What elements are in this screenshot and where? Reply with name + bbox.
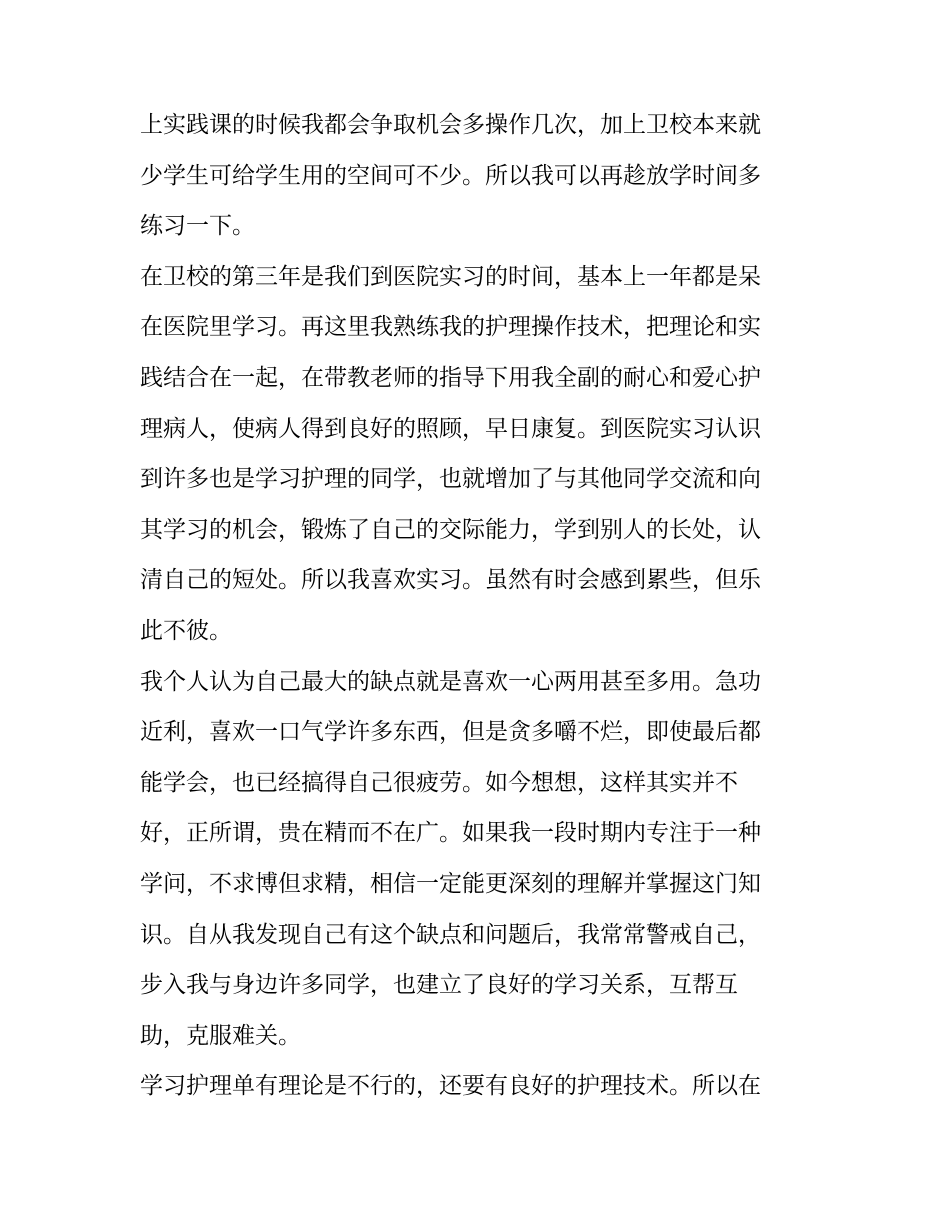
text-line: 我个人认为自己最大的缺点就是喜欢一心两用甚至多用。急功 — [140, 668, 761, 695]
text-line: 清自己的短处。所以我喜欢实习。虽然有时会感到累些，但乐 — [140, 567, 761, 594]
text-line: 好，正所谓，贵在精而不在广。如果我一段时期内专注于一种 — [140, 820, 761, 847]
text-line: 理病人，使病人得到良好的照顾，早日康复。到医院实习认识 — [140, 415, 761, 442]
text-line: 此不彼。 — [140, 617, 232, 644]
body-text — [140, 100, 820, 1112]
text-line: 步入我与身边许多同学，也建立了良好的学习关系，互帮互 — [140, 972, 738, 999]
text-line: 助，克服难关。 — [140, 1022, 301, 1049]
text-line: 能学会，也已经搞得自己很疲劳。如今想想，这样其实并不 — [140, 769, 738, 796]
text-line: 学问，不求博但求精，相信一定能更深刻的理解并掌握这门知 — [140, 870, 761, 897]
text-line: 其学习的机会，锻炼了自己的交际能力，学到别人的长处，认 — [140, 516, 761, 543]
text-line: 近利，喜欢一口气学许多东西，但是贪多嚼不烂，即使最后都 — [140, 719, 761, 746]
text-line: 践结合在一起，在带教老师的指导下用我全副的耐心和爱心护 — [140, 364, 761, 391]
text-line: 上实践课的时候我都会争取机会多操作几次，加上卫校本来就 — [140, 112, 761, 138]
text-line: 识。自从我发现自己有这个缺点和问题后，我常常警戒自己， — [140, 921, 761, 948]
text-line: 在医院里学习。再这里我熟练我的护理操作技术，把理论和实 — [140, 314, 761, 341]
text-line: 在卫校的第三年是我们到医院实习的时间，基本上一年都是呆 — [140, 263, 761, 290]
text-line: 少学生可给学生用的空间可不少。所以我可以再趁放学时间多 — [140, 162, 761, 189]
text-line: 学习护理单有理论是不行的，还要有良好的护理技术。所以在 — [140, 1073, 761, 1100]
text-line: 练习一下。 — [140, 213, 255, 240]
text-line: 到许多也是学习护理的同学，也就增加了与其他同学交流和向 — [140, 466, 761, 493]
